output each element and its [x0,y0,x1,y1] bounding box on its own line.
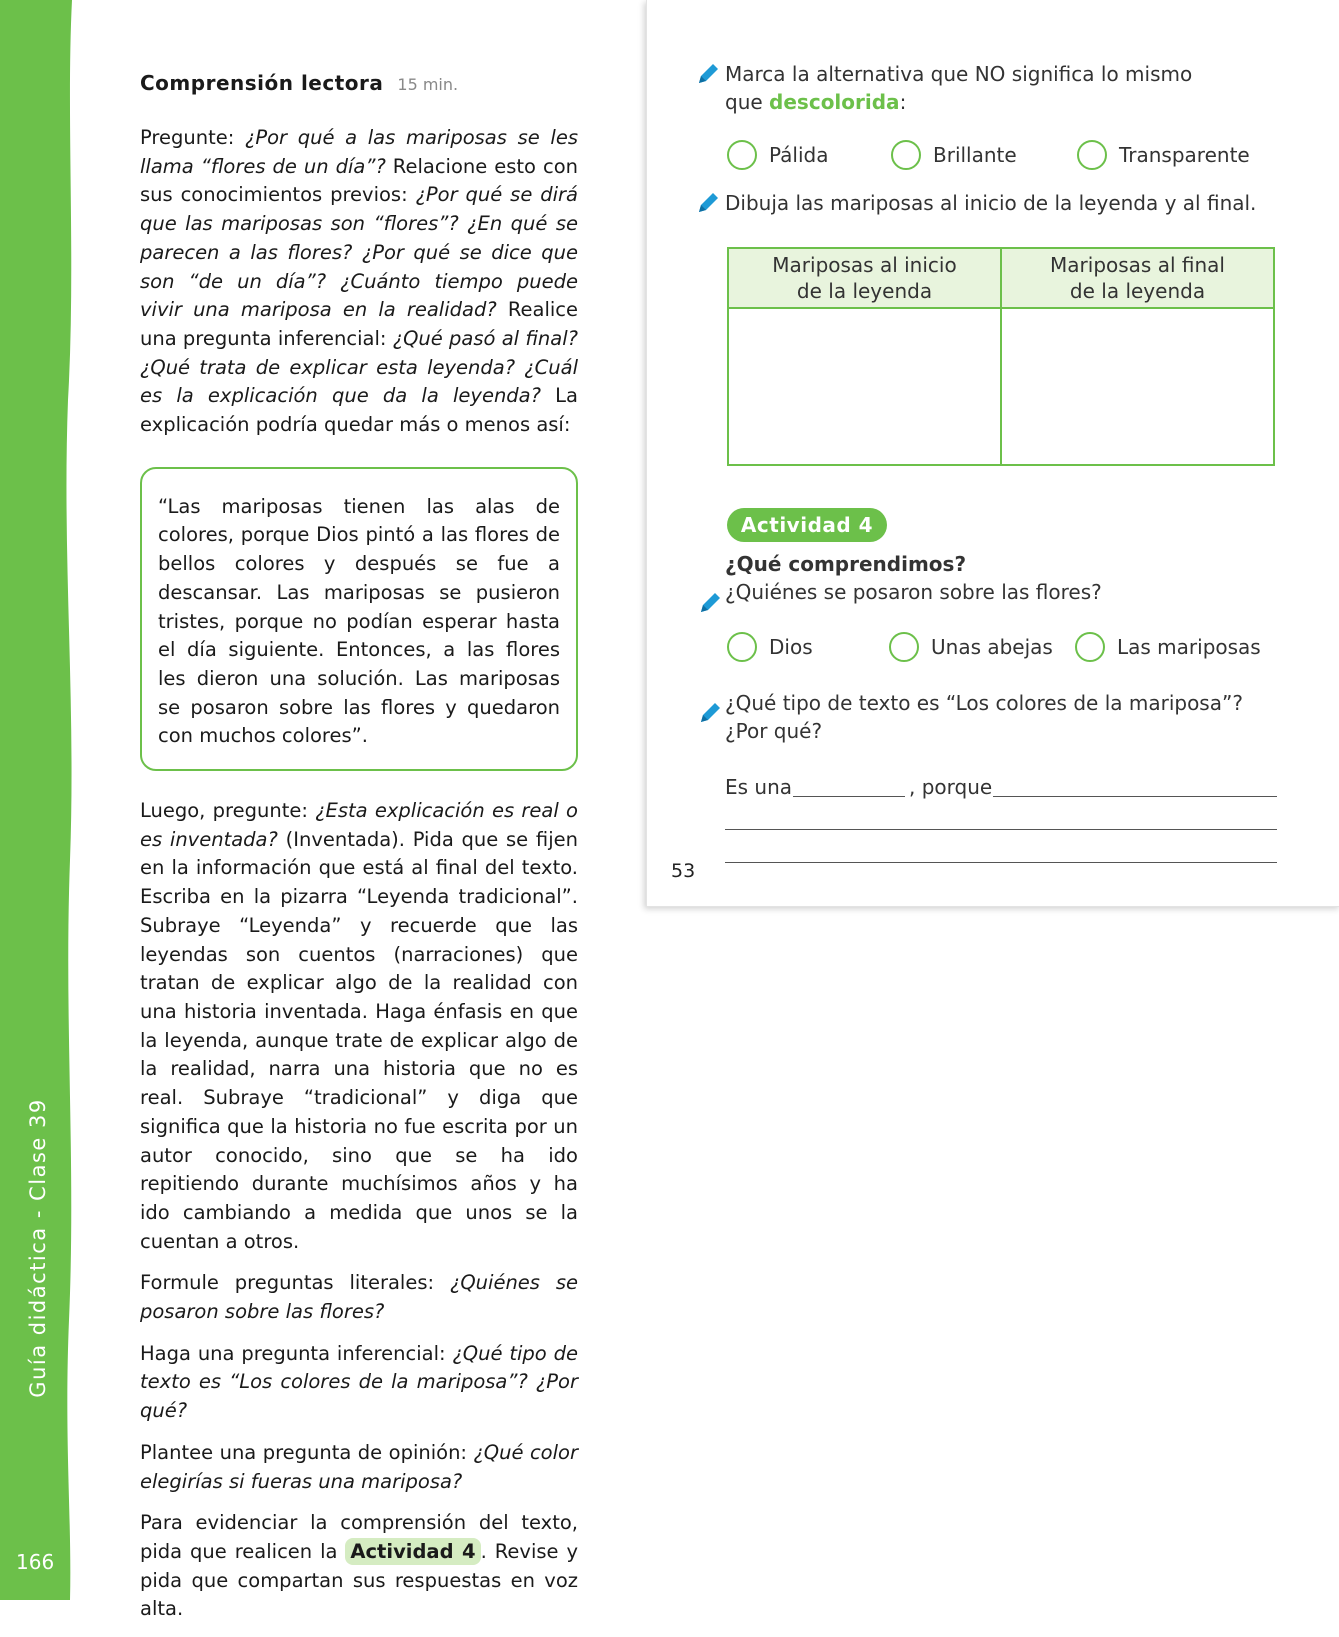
paragraph-intro [140,124,578,440]
paragraph-literal [140,1269,578,1326]
drawing-table [727,247,1275,466]
question-1 [725,60,1305,116]
option-label: Pálida [769,143,829,167]
guide-label: Guía didáctica - Clase 39 [26,1098,50,1398]
page-number-right: 53 [671,860,696,882]
page-number-left: 166 [16,1550,55,1574]
keyword-descolorida: descolorida [769,90,900,114]
drawing-area-final[interactable] [1001,308,1274,465]
option-transparente[interactable] [1077,140,1250,170]
text: Plantee una pregunta de opinión: [140,1440,474,1464]
option-mariposas[interactable] [1075,632,1261,662]
section-header [140,70,578,98]
pencil-icon [695,61,721,87]
option-dios[interactable] [727,632,813,662]
header-line: Mariposas al inicio [772,253,957,277]
text: Pregunte: [140,126,245,149]
text: Para evidenciar la comprensión del texto, pida que realicen la [140,1511,578,1563]
paragraph-inferential [140,1340,578,1426]
text: . Revise y pida que compartan sus respuestas en voz alta. [140,1539,579,1621]
option-brillante[interactable] [891,140,1017,170]
answer-line-3[interactable] [725,862,1277,863]
question-italic: ¿Por qué a las mariposas se les llama “flores de un día”? [140,126,578,178]
text: Formule preguntas literales: [140,1271,450,1295]
activity-badge: Actividad 4 [727,508,887,542]
radio-circle[interactable] [1077,140,1107,170]
drawing-area-inicio[interactable] [728,308,1001,465]
header-inicio [728,248,1001,308]
section-time: 15 min. [397,75,459,94]
header-final [1001,248,1274,308]
text: Haga una pregunta inferencial: [140,1341,453,1365]
paragraph-activity [140,1509,578,1624]
workbook-page [646,0,1339,907]
header-line: de la leyenda [796,279,933,303]
answer-porque: , porque [909,775,993,799]
sidebar-band [0,0,74,1600]
question-4-line-1: ¿Qué tipo de texto es “Los colores de la mariposa”? [725,691,1243,715]
question-italic: ¿Esta explicación es real o es inventada? [140,799,578,851]
activity-subtitle: ¿Qué comprendimos? [725,552,967,576]
question-italic: ¿Qué color elegirías si fueras una mariposa? [140,1440,578,1493]
pencil-icon [695,190,721,216]
radio-circle[interactable] [727,140,757,170]
question-italic: ¿Quiénes se posaron sobre las flores? [140,1271,578,1324]
text: La explicación podría quedar más o menos así: [140,384,578,437]
question-4-line-2: ¿Por qué? [725,719,823,743]
option-label: Dios [769,635,813,659]
pencil-icon [697,590,723,616]
option-palida[interactable] [727,140,828,170]
header-line: Mariposas al final [1050,253,1225,277]
paragraph-opinion [140,1439,578,1496]
header-line: de la leyenda [1069,279,1206,303]
radio-circle[interactable] [727,632,757,662]
question-1-line-1: Marca la alternativa que NO significa lo mismo [725,62,1193,86]
explanation-quote-box: “Las mariposas tienen las alas de colores, porque Dios pintó a las flores de bellos colores y después se fue a descansar. Las mariposas se pusieron tristes, porque no podían esperar hasta el día siguiente. Entonces, a las flores les dieron una solución. Las mariposas se posaron sobre las flores y quedaron con muchos colores”. [140,467,578,771]
question-4 [725,689,1243,745]
text: (Inventada). Pida que se fijen en la información que está al final del texto. Escriba en la pizarra “Leyenda tradicional”. Subraye “Leyenda” y recuerde que las leyendas son cuentos (narraciones) que tratan de explicar algo de la realidad con una historia inventada. Haga énfasis en que la leyenda, aunque trate de explicar algo de la realidad, narra una historia que no es real. Subraye “tradicional” y diga que significa que la historia no fue escrita por un autor conocido, sino que se ha ido repitiendo durante muchísimos años y ha ido cambiando a medida que unos se la cuentan a otros. [140,827,578,1253]
question-italic: ¿Qué tipo de texto es “Los colores de la mariposa”? ¿Por qué? [140,1341,578,1423]
activity-highlight: Actividad 4 [345,1538,480,1565]
radio-circle[interactable] [889,632,919,662]
radio-circle[interactable] [1075,632,1105,662]
option-label: Las mariposas [1117,635,1261,659]
text: : [899,90,907,114]
paragraph-legend [140,797,578,1256]
option-abejas[interactable] [889,632,1053,662]
question-italic: ¿Qué pasó al final? ¿Qué trata de explicar esta leyenda? ¿Cuál es la explicación que da la leyenda? [140,326,578,408]
question-italic: ¿Por qué se dirá que las mariposas son “flores”? ¿En qué se parecen a las flores? ¿Por qué se dice que son “de un día”? ¿Cuánto tiempo puede vivir una mariposa en la realidad? [140,183,578,322]
question-2: Dibuja las mariposas al inicio de la leyenda y al final. [725,191,1257,215]
radio-circle[interactable] [891,140,921,170]
option-label: Transparente [1119,143,1250,167]
answer-line-2[interactable] [725,829,1277,830]
answer-blank-reason[interactable] [993,796,1277,797]
question-3: ¿Quiénes se posaron sobre las flores? [725,580,1102,604]
answer-blank-type[interactable] [793,796,905,797]
answer-prefix: Es una [725,775,793,799]
teacher-guide-column [140,70,578,1637]
option-label: Brillante [933,143,1017,167]
option-label: Unas abejas [931,635,1053,659]
pencil-icon [697,700,723,726]
section-title: Comprensión lectora [140,71,384,95]
text: Relacione esto con sus conocimientos previos: [140,154,578,207]
question-1-line-2 [725,88,1305,116]
text: Realice una pregunta inferencial: [140,298,579,350]
text: Luego, pregunte: [140,799,316,823]
text: que [725,90,770,114]
